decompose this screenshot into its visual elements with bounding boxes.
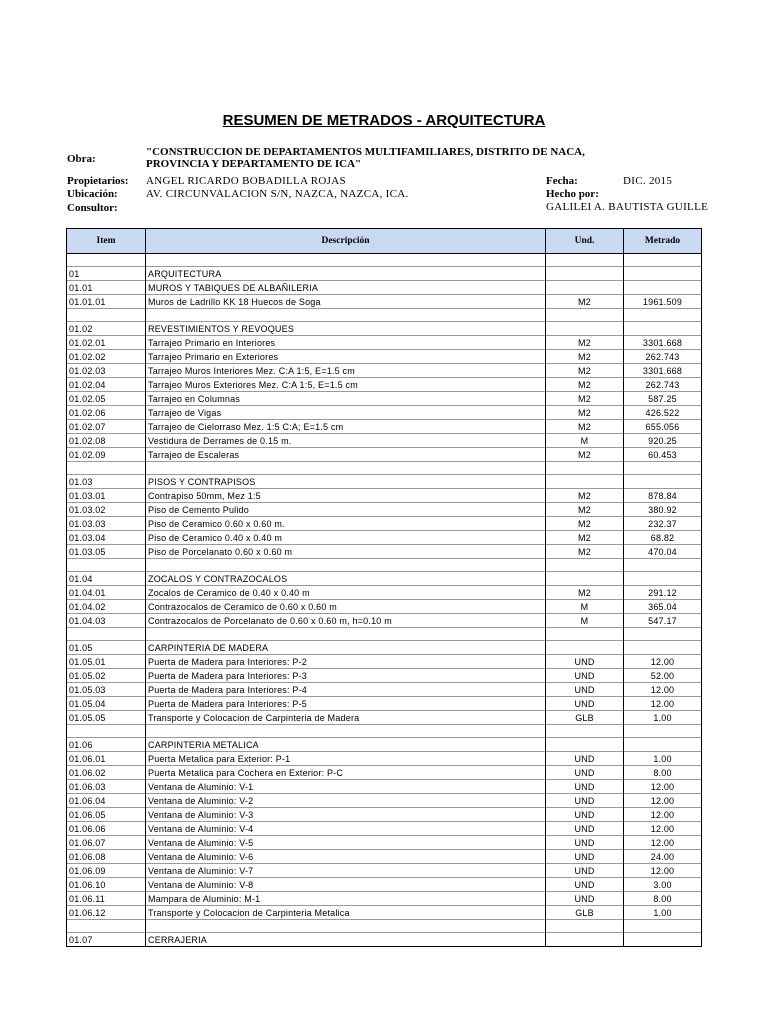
table-row xyxy=(67,281,702,295)
cell-metrado: 1.00 xyxy=(624,711,702,725)
cell-metrado: 1961.509 xyxy=(624,295,702,309)
cell-descripcion: Puerta de Madera para Interiores: P-5 xyxy=(146,697,546,711)
cell-item: 01.04.02 xyxy=(67,600,146,614)
table-row xyxy=(67,531,702,545)
cell-descripcion: Puerta de Madera para Interiores: P-3 xyxy=(146,669,546,683)
cell-metrado xyxy=(624,725,702,738)
cell-item: 01.06.06 xyxy=(67,822,146,836)
cell-descripcion: Tarrajeo Primario en Interiores xyxy=(146,336,546,350)
cell-metrado: 60.453 xyxy=(624,448,702,462)
table-row xyxy=(67,586,702,600)
cell-item: 01.04 xyxy=(67,572,146,586)
table-row xyxy=(67,808,702,822)
cell-item: 01.07 xyxy=(67,933,146,947)
cell-descripcion: PISOS Y CONTRAPISOS xyxy=(146,475,546,489)
column-header-und: Und. xyxy=(546,229,624,254)
table-row xyxy=(67,267,702,281)
cell-metrado xyxy=(624,738,702,752)
cell-und: M2 xyxy=(546,350,624,364)
cell-und: M xyxy=(546,614,624,628)
cell-descripcion: Contrazocalos de Porcelanato de 0.60 x 0.60 m, h=0.10 m xyxy=(146,614,546,628)
cell-metrado: 655.056 xyxy=(624,420,702,434)
table-row xyxy=(67,489,702,503)
propietarios-value: ANGEL RICARDO BOBADILLA ROJAS xyxy=(146,175,346,187)
cell-descripcion xyxy=(146,725,546,738)
cell-und: M xyxy=(546,434,624,448)
cell-descripcion: Ventana de Aluminio: V-1 xyxy=(146,780,546,794)
table-row xyxy=(67,475,702,489)
cell-descripcion: Ventana de Aluminio: V-7 xyxy=(146,864,546,878)
table-row xyxy=(67,420,702,434)
cell-descripcion: CERRAJERIA xyxy=(146,933,546,947)
cell-und: M2 xyxy=(546,503,624,517)
cell-item: 01.03.03 xyxy=(67,517,146,531)
cell-und: UND xyxy=(546,836,624,850)
cell-und: M2 xyxy=(546,517,624,531)
table-row xyxy=(67,448,702,462)
table-row xyxy=(67,628,702,641)
cell-item: 01.03.04 xyxy=(67,531,146,545)
cell-item: 01.02.02 xyxy=(67,350,146,364)
cell-und: M2 xyxy=(546,336,624,350)
cell-und: UND xyxy=(546,822,624,836)
cell-und: UND xyxy=(546,683,624,697)
table-row xyxy=(67,322,702,336)
column-header-descripcion: Descripción xyxy=(146,229,546,254)
table-row xyxy=(67,878,702,892)
cell-item: 01.06.08 xyxy=(67,850,146,864)
cell-und: M2 xyxy=(546,378,624,392)
cell-metrado xyxy=(624,933,702,947)
cell-item: 01.05.02 xyxy=(67,669,146,683)
cell-descripcion: Ventana de Aluminio: V-3 xyxy=(146,808,546,822)
cell-item: 01.06.11 xyxy=(67,892,146,906)
table-row xyxy=(67,864,702,878)
cell-und: M2 xyxy=(546,420,624,434)
cell-item: 01.06.03 xyxy=(67,780,146,794)
cell-und xyxy=(546,920,624,933)
cell-metrado xyxy=(624,572,702,586)
cell-und: GLB xyxy=(546,906,624,920)
cell-descripcion: ARQUITECTURA xyxy=(146,267,546,281)
hecho-por-label: Hecho por: xyxy=(546,188,599,200)
table-row xyxy=(67,822,702,836)
cell-item: 01.06.02 xyxy=(67,766,146,780)
cell-descripcion: CARPINTERIA DE MADERA xyxy=(146,641,546,655)
cell-item xyxy=(67,309,146,322)
cell-item: 01.04.01 xyxy=(67,586,146,600)
cell-metrado: 262.743 xyxy=(624,378,702,392)
cell-und: M2 xyxy=(546,545,624,559)
table-row xyxy=(67,378,702,392)
cell-descripcion: Tarrajeo de Vigas xyxy=(146,406,546,420)
cell-metrado xyxy=(624,641,702,655)
cell-descripcion: Tarrajeo Muros Interiores Mez. C:A 1:5, E=1.5 cm xyxy=(146,364,546,378)
cell-descripcion: Muros de Ladrillo KK 18 Huecos de Soga xyxy=(146,295,546,309)
cell-metrado xyxy=(624,281,702,295)
cell-und: M2 xyxy=(546,448,624,462)
table-row xyxy=(67,350,702,364)
cell-item: 01.06.10 xyxy=(67,878,146,892)
cell-und xyxy=(546,738,624,752)
cell-und: UND xyxy=(546,850,624,864)
cell-item: 01.01.01 xyxy=(67,295,146,309)
table-row xyxy=(67,752,702,766)
cell-metrado: 365.04 xyxy=(624,600,702,614)
cell-item: 01.05.03 xyxy=(67,683,146,697)
cell-und: UND xyxy=(546,864,624,878)
cell-und xyxy=(546,322,624,336)
cell-descripcion: Contrazocalos de Ceramico de 0.60 x 0.60 m xyxy=(146,600,546,614)
cell-und: UND xyxy=(546,780,624,794)
cell-metrado: 470.04 xyxy=(624,545,702,559)
table-row xyxy=(67,572,702,586)
fecha-label: Fecha: xyxy=(546,175,578,187)
cell-und: M xyxy=(546,600,624,614)
cell-item: 01.06.09 xyxy=(67,864,146,878)
cell-descripcion: Ventana de Aluminio: V-5 xyxy=(146,836,546,850)
cell-metrado: 3301.668 xyxy=(624,364,702,378)
consultor-label: Consultor: xyxy=(67,202,118,214)
cell-und xyxy=(546,475,624,489)
cell-und xyxy=(546,641,624,655)
table-row xyxy=(67,614,702,628)
cell-item: 01.02.07 xyxy=(67,420,146,434)
cell-und: M2 xyxy=(546,586,624,600)
obra-value: "CONSTRUCCION DE DEPARTAMENTOS MULTIFAMILIARES, DISTRITO DE NACA, PROVINCIA Y DEPARTAMENTO DE ICA" xyxy=(146,146,585,170)
cell-metrado xyxy=(624,559,702,572)
column-header-metrado: Metrado xyxy=(624,229,702,254)
cell-metrado xyxy=(624,628,702,641)
cell-descripcion: Puerta de Madera para Interiores: P-2 xyxy=(146,655,546,669)
cell-metrado: 12.00 xyxy=(624,655,702,669)
page-title: RESUMEN DE METRADOS - ARQUITECTURA xyxy=(222,112,546,129)
table-row xyxy=(67,336,702,350)
table-row xyxy=(67,920,702,933)
cell-item: 01.06.04 xyxy=(67,794,146,808)
cell-item: 01.02.06 xyxy=(67,406,146,420)
table-body xyxy=(67,254,702,947)
cell-descripcion: Piso de Ceramico 0.60 x 0.60 m. xyxy=(146,517,546,531)
cell-item: 01.03 xyxy=(67,475,146,489)
cell-descripcion: CARPINTERIA METALICA xyxy=(146,738,546,752)
cell-descripcion xyxy=(146,628,546,641)
table-row xyxy=(67,850,702,864)
cell-metrado: 12.00 xyxy=(624,864,702,878)
cell-metrado: 232.37 xyxy=(624,517,702,531)
table-row xyxy=(67,780,702,794)
table-row xyxy=(67,462,702,475)
table-row xyxy=(67,669,702,683)
cell-descripcion: Ventana de Aluminio: V-4 xyxy=(146,822,546,836)
cell-und xyxy=(546,267,624,281)
table-row xyxy=(67,295,702,309)
table-row xyxy=(67,406,702,420)
cell-metrado: 262.743 xyxy=(624,350,702,364)
cell-item: 01.06.07 xyxy=(67,836,146,850)
propietarios-label: Propietarios: xyxy=(67,175,129,187)
cell-descripcion: ZOCALOS Y CONTRAZOCALOS xyxy=(146,572,546,586)
cell-descripcion: Tarrajeo de Cielorraso Mez. 1:5 C:A; E=1.5 cm xyxy=(146,420,546,434)
table-row xyxy=(67,309,702,322)
cell-descripcion: Piso de Ceramico 0.40 x 0.40 m xyxy=(146,531,546,545)
cell-und xyxy=(546,572,624,586)
table-row xyxy=(67,906,702,920)
cell-item xyxy=(67,725,146,738)
table-row xyxy=(67,836,702,850)
cell-metrado: 12.00 xyxy=(624,794,702,808)
cell-item: 01.06.01 xyxy=(67,752,146,766)
cell-metrado xyxy=(624,920,702,933)
table-row xyxy=(67,933,702,947)
cell-descripcion: MUROS Y TABIQUES DE ALBAÑILERIA xyxy=(146,281,546,295)
cell-item: 01.02.03 xyxy=(67,364,146,378)
cell-item: 01.06 xyxy=(67,738,146,752)
cell-descripcion xyxy=(146,309,546,322)
table-row xyxy=(67,683,702,697)
cell-item: 01.06.12 xyxy=(67,906,146,920)
cell-und: M2 xyxy=(546,406,624,420)
cell-und xyxy=(546,462,624,475)
table-row xyxy=(67,766,702,780)
cell-descripcion xyxy=(146,559,546,572)
cell-item: 01.02.01 xyxy=(67,336,146,350)
cell-metrado: 1.00 xyxy=(624,906,702,920)
cell-metrado: 12.00 xyxy=(624,780,702,794)
cell-und: M2 xyxy=(546,392,624,406)
cell-metrado xyxy=(624,309,702,322)
cell-metrado: 878.84 xyxy=(624,489,702,503)
cell-metrado: 12.00 xyxy=(624,822,702,836)
cell-item xyxy=(67,254,146,267)
cell-item: 01.02 xyxy=(67,322,146,336)
cell-item xyxy=(67,628,146,641)
table-row xyxy=(67,725,702,738)
cell-metrado: 1.00 xyxy=(624,752,702,766)
cell-metrado: 920.25 xyxy=(624,434,702,448)
cell-descripcion: Transporte y Colocacion de Carpinteria Metalica xyxy=(146,906,546,920)
cell-descripcion: Ventana de Aluminio: V-6 xyxy=(146,850,546,864)
table-row xyxy=(67,392,702,406)
cell-item: 01.01 xyxy=(67,281,146,295)
cell-item xyxy=(67,462,146,475)
cell-descripcion: Ventana de Aluminio: V-8 xyxy=(146,878,546,892)
ubicacion-label: Ubicación: xyxy=(67,188,118,200)
cell-item: 01.02.08 xyxy=(67,434,146,448)
cell-metrado: 291.12 xyxy=(624,586,702,600)
table-header-row xyxy=(67,229,702,254)
cell-descripcion: Tarrajeo Muros Exteriores Mez. C:A 1:5, E=1.5 cm xyxy=(146,378,546,392)
cell-metrado: 3301.668 xyxy=(624,336,702,350)
cell-metrado: 12.00 xyxy=(624,836,702,850)
cell-descripcion: Vestidura de Derrames de 0.15 m. xyxy=(146,434,546,448)
cell-metrado: 12.00 xyxy=(624,808,702,822)
cell-descripcion xyxy=(146,462,546,475)
cell-descripcion: Zocalos de Ceramico de 0.40 x 0.40 m xyxy=(146,586,546,600)
cell-item: 01.05.04 xyxy=(67,697,146,711)
table-row xyxy=(67,711,702,725)
cell-und: M2 xyxy=(546,364,624,378)
cell-metrado xyxy=(624,462,702,475)
cell-descripcion xyxy=(146,920,546,933)
table-row xyxy=(67,641,702,655)
table-row xyxy=(67,545,702,559)
cell-descripcion: Mampara de Aluminio: M-1 xyxy=(146,892,546,906)
cell-und: UND xyxy=(546,794,624,808)
cell-item: 01.05.01 xyxy=(67,655,146,669)
cell-metrado: 12.00 xyxy=(624,697,702,711)
cell-metrado: 8.00 xyxy=(624,766,702,780)
cell-und: UND xyxy=(546,766,624,780)
cell-item: 01.03.01 xyxy=(67,489,146,503)
cell-item: 01.03.05 xyxy=(67,545,146,559)
cell-descripcion: Contrapiso 50mm, Mez 1:5 xyxy=(146,489,546,503)
cell-und xyxy=(546,933,624,947)
cell-descripcion: Tarrajeo de Escaleras xyxy=(146,448,546,462)
cell-metrado: 547.17 xyxy=(624,614,702,628)
cell-und: UND xyxy=(546,697,624,711)
cell-descripcion: Tarrajeo Primario en Exteriores xyxy=(146,350,546,364)
cell-metrado: 24.00 xyxy=(624,850,702,864)
cell-und: M2 xyxy=(546,489,624,503)
cell-und: UND xyxy=(546,892,624,906)
cell-und: UND xyxy=(546,669,624,683)
table-row xyxy=(67,892,702,906)
table-row xyxy=(67,503,702,517)
table-row xyxy=(67,794,702,808)
cell-metrado xyxy=(624,475,702,489)
cell-und: UND xyxy=(546,752,624,766)
metrados-table xyxy=(66,228,702,947)
cell-item: 01.02.09 xyxy=(67,448,146,462)
table-row xyxy=(67,559,702,572)
cell-und: GLB xyxy=(546,711,624,725)
table-row xyxy=(67,254,702,267)
cell-metrado: 380.92 xyxy=(624,503,702,517)
fecha-value: DIC. 2015 xyxy=(623,175,673,187)
cell-item: 01.02.04 xyxy=(67,378,146,392)
table-row xyxy=(67,600,702,614)
cell-item: 01 xyxy=(67,267,146,281)
cell-und: M2 xyxy=(546,295,624,309)
hecho-por-value: GALILEI A. BAUTISTA GUILLE xyxy=(546,201,709,213)
cell-und xyxy=(546,281,624,295)
table-row xyxy=(67,655,702,669)
table-row xyxy=(67,364,702,378)
cell-und xyxy=(546,254,624,267)
cell-und xyxy=(546,309,624,322)
cell-item: 01.04.03 xyxy=(67,614,146,628)
cell-metrado: 12.00 xyxy=(624,683,702,697)
cell-metrado xyxy=(624,254,702,267)
cell-metrado: 52.00 xyxy=(624,669,702,683)
table-row xyxy=(67,434,702,448)
cell-item: 01.02.05 xyxy=(67,392,146,406)
table-row xyxy=(67,738,702,752)
cell-item: 01.05.05 xyxy=(67,711,146,725)
cell-und xyxy=(546,559,624,572)
cell-metrado: 8.00 xyxy=(624,892,702,906)
cell-metrado: 68.82 xyxy=(624,531,702,545)
cell-descripcion: Piso de Cemento Pulido xyxy=(146,503,546,517)
cell-und xyxy=(546,725,624,738)
table-row xyxy=(67,517,702,531)
cell-und: UND xyxy=(546,878,624,892)
obra-label: Obra: xyxy=(67,153,96,165)
cell-und: M2 xyxy=(546,531,624,545)
cell-descripcion: REVESTIMIENTOS Y REVOQUES xyxy=(146,322,546,336)
cell-item xyxy=(67,920,146,933)
cell-metrado: 587.25 xyxy=(624,392,702,406)
cell-descripcion: Piso de Porcelanato 0.60 x 0.60 m xyxy=(146,545,546,559)
cell-item: 01.05 xyxy=(67,641,146,655)
column-header-item: Item xyxy=(67,229,146,254)
cell-descripcion xyxy=(146,254,546,267)
cell-item: 01.03.02 xyxy=(67,503,146,517)
table-row xyxy=(67,697,702,711)
cell-item xyxy=(67,559,146,572)
cell-descripcion: Puerta Metalica para Cochera en Exterior: P-C xyxy=(146,766,546,780)
cell-descripcion: Puerta Metalica para Exterior: P-1 xyxy=(146,752,546,766)
cell-descripcion: Ventana de Aluminio: V-2 xyxy=(146,794,546,808)
cell-und xyxy=(546,628,624,641)
ubicacion-value: AV. CIRCUNVALACION S/N, NAZCA, NAZCA, ICA. xyxy=(146,188,409,200)
cell-metrado: 426.522 xyxy=(624,406,702,420)
cell-und: UND xyxy=(546,655,624,669)
cell-descripcion: Puerta de Madera para Interiores: P-4 xyxy=(146,683,546,697)
cell-descripcion: Transporte y Colocacion de Carpinteria de Madera xyxy=(146,711,546,725)
cell-descripcion: Tarrajeo en Columnas xyxy=(146,392,546,406)
cell-item: 01.06.05 xyxy=(67,808,146,822)
cell-metrado xyxy=(624,267,702,281)
cell-und: UND xyxy=(546,808,624,822)
cell-metrado xyxy=(624,322,702,336)
cell-metrado: 3.00 xyxy=(624,878,702,892)
